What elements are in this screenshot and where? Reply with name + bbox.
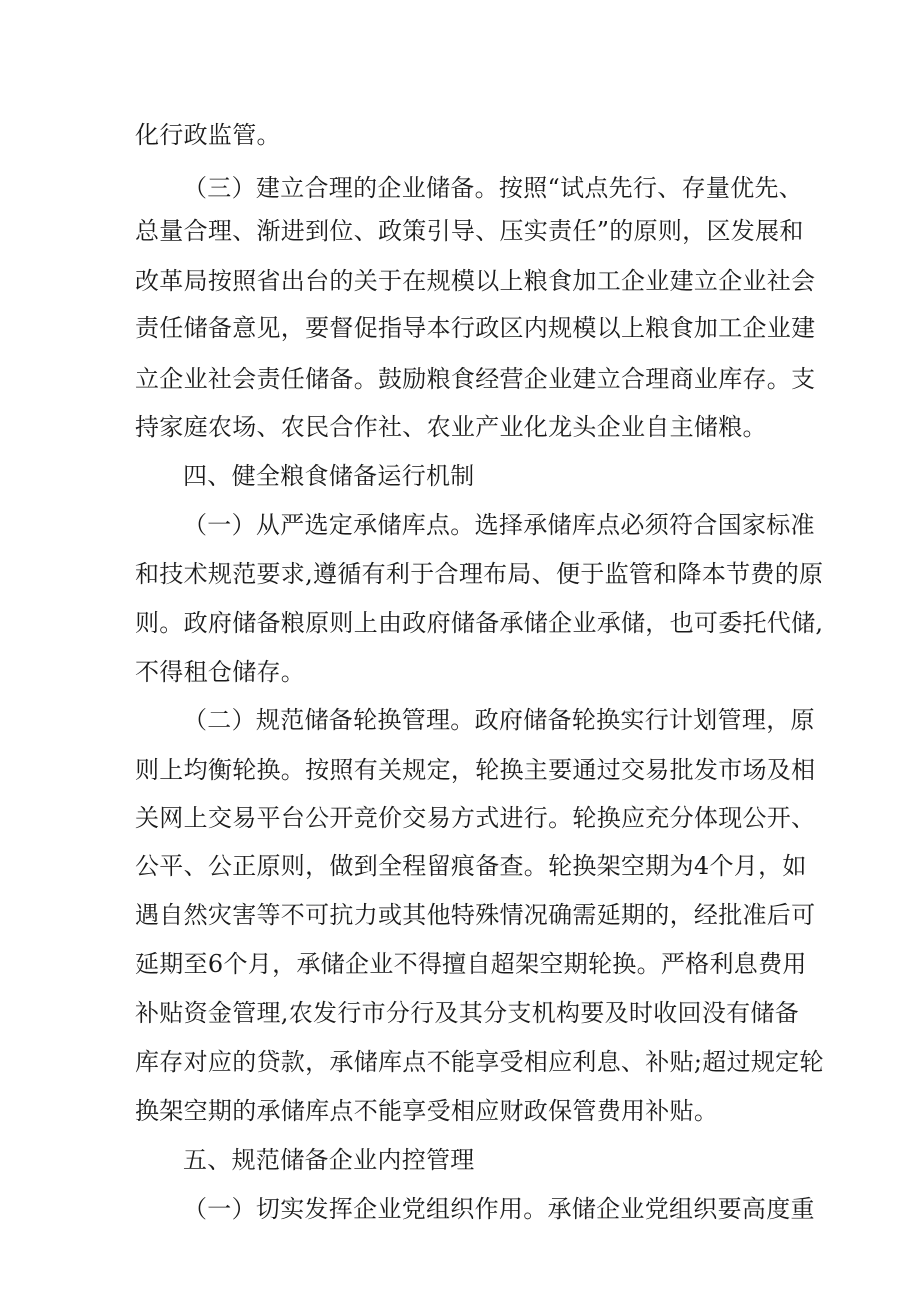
text-line: 补贴资金管理,农发行市分行及其分支机构要及时收回没有储备 [135, 999, 800, 1027]
text-line: 延期至6个月，承储企业不得擅自超架空期轮换。严格利息费用 [135, 950, 807, 978]
text-line: 公平、公正原则，做到全程留痕备查。轮换架空期为4个月，如 [135, 852, 807, 880]
text-line: 改革局按照省出台的关于在规模以上粮食加工企业建立企业社会 [135, 267, 816, 295]
text-line: 则。政府储备粮原则上由政府储备承储企业承储，也可委托代储, [135, 609, 824, 637]
text-line: 关网上交易平台公开竞价交易方式进行。轮换应充分体现公开、 [135, 804, 816, 832]
text-line: 换架空期的承储库点不能享受相应财政保管费用补贴。 [135, 1097, 719, 1125]
text-line: 责任储备意见，要督促指导本行政区内规模以上粮食加工企业建 [135, 314, 816, 342]
paragraph-first-line: （三）建立合理的企业储备。按照“试点先行、存量优先、 [183, 174, 804, 202]
text-line: 遇自然灾害等不可抗力或其他特殊情况确需延期的，经批准后可 [135, 901, 816, 929]
paragraph-first-line: （一）切实发挥企业党组织作用。承储企业党组织要高度重 [183, 1195, 815, 1223]
text-line: 则上均衡轮换。按照有关规定，轮换主要通过交易批发市场及相 [135, 756, 816, 784]
text-line: 不得租仓储存。 [135, 658, 306, 686]
section-heading: 五、规范储备企业内控管理 [183, 1146, 475, 1174]
paragraph-first-line: （二）规范储备轮换管理。政府储备轮换实行计划管理，原 [183, 706, 815, 734]
section-heading: 四、健全粮食储备运行机制 [183, 462, 475, 490]
text-line: 和技术规范要求,遵循有利于合理布局、便于监管和降本节费的原 [135, 560, 824, 588]
text-line: 持家庭农场、农民合作社、农业产业化龙头企业自主储粮。 [135, 413, 767, 441]
text-line: 库存对应的贷款，承储库点不能享受相应利息、补贴;超过规定轮 [135, 1048, 824, 1076]
text-line: 立企业社会责任储备。鼓励粮食经营企业建立合理商业库存。支 [135, 365, 816, 393]
paragraph-first-line: （一）从严选定承储库点。选择承储库点必须符合国家标准 [183, 511, 815, 539]
text-line: 总量合理、渐进到位、政策引导、压实责任”的原则，区发展和 [135, 217, 804, 245]
text-line: 化行政监管。 [135, 121, 281, 149]
